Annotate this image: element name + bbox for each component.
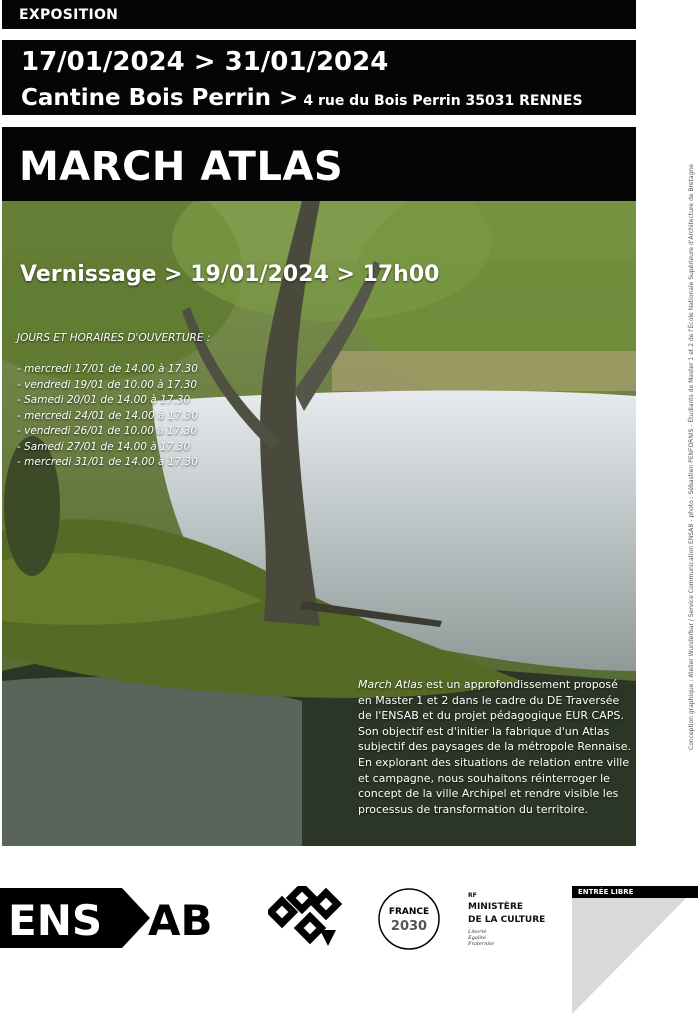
motto-line: Fraternité xyxy=(468,941,494,947)
ensab-logo-left: ENS xyxy=(8,896,103,945)
project-description xyxy=(358,677,633,817)
france-2030-logo xyxy=(376,886,442,952)
hours-item: - mercredi 31/01 de 14.00 à 17.30 xyxy=(17,456,198,468)
opening-hours-title: JOURS ET HORAIRES D'OUVERTURE : xyxy=(17,332,211,344)
date-range: 17/01/2024 > 31/01/2024 xyxy=(21,47,389,77)
venue-line xyxy=(21,84,583,115)
republique-francaise-mark: RF xyxy=(468,892,477,899)
exposition-banner xyxy=(2,0,636,29)
ministere-title-line1: MINISTÈRE xyxy=(468,902,524,912)
hours-item: - mercredi 24/01 de 14.00 à 17.30 xyxy=(17,409,198,422)
hours-item: - vendredi 19/01 de 10.00 à 17.30 xyxy=(17,378,198,391)
exhibition-title-banner xyxy=(2,127,636,201)
ministere-title-line2: DE LA CULTURE xyxy=(468,915,546,925)
motto-line: Égalité xyxy=(468,935,486,941)
venue-name: Cantine Bois Perrin > xyxy=(21,85,299,111)
entree-libre-shape xyxy=(572,886,698,1014)
vernissage-line: Vernissage > 19/01/2024 > 17h00 xyxy=(20,262,440,287)
partner-logos xyxy=(0,870,700,1015)
france-logo-line2: 2030 xyxy=(390,919,428,934)
ensab-logo xyxy=(0,888,232,948)
description-emphasis: March Atlas xyxy=(358,678,423,691)
dates-venue-banner xyxy=(2,40,636,115)
opening-hours xyxy=(17,332,210,471)
ensab-logo-right: AB xyxy=(148,896,213,945)
caps-logo xyxy=(268,886,352,950)
credits-text: Conception graphique : Atelier Wunderbar / Service Communication ENSAB - photo : Sébastien PENFORNIS - Étudiants de Master 1 et 2 de l'École Nationale Supérieure d'Architecture de Bretagne xyxy=(688,164,695,750)
entree-libre-badge xyxy=(572,886,698,1014)
exposition-label: EXPOSITION xyxy=(19,7,119,23)
hours-item: - mercredi 17/01 de 14.00 à 17.30 xyxy=(17,363,198,375)
ministere-culture-logo xyxy=(468,892,552,947)
entree-libre-label: ENTRÉE LIBRE xyxy=(578,888,634,896)
france-logo-line1: FRANCE xyxy=(388,907,430,917)
credits-vertical xyxy=(688,164,698,750)
exhibition-title: MARCH ATLAS xyxy=(19,144,344,190)
venue-address: 4 rue du Bois Perrin 35031 RENNES xyxy=(303,93,583,109)
hours-item: - Samedi 20/01 de 14.00 à 17.30 xyxy=(17,394,191,406)
hours-item: - vendredi 26/01 de 10.00 à 17.30 xyxy=(17,425,198,437)
hours-item: - Samedi 27/01 de 14.00 à 17.30 xyxy=(17,440,191,453)
motto-line: Liberté xyxy=(468,929,487,935)
description-text: est un approfondissement proposé en Master 1 et 2 dans le cadre du DE Traversée de l'ENSAB et du projet pédagogique EUR CAPS. Son objectif est d'initier la fabrique d'un Atlas subjectif des paysages de la métropole Rennaise. En explorant des situations de relation entre ville et campagne, nous souhaitons réinterroger le concept de la ville Archipel et rendre visible les processus de transformation du territoire. xyxy=(358,678,631,816)
